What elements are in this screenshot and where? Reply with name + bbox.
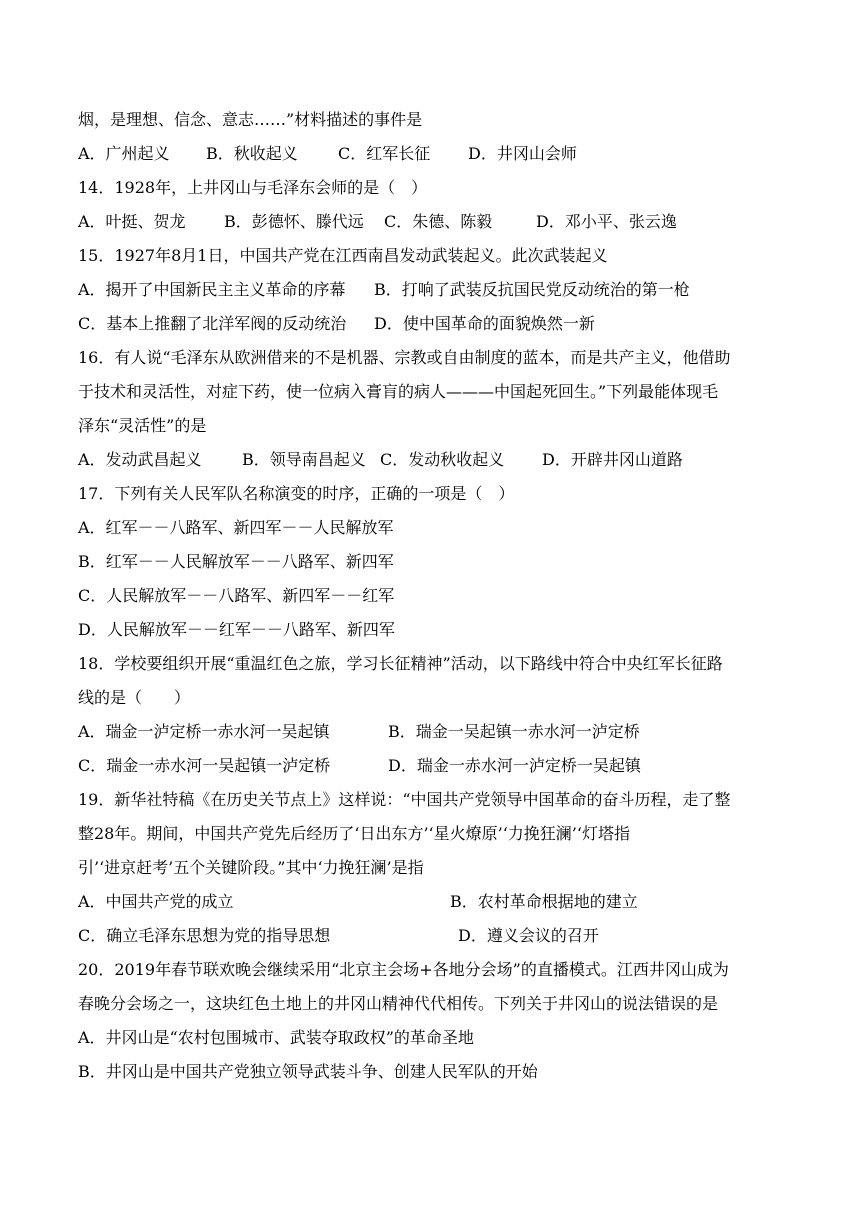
- option-d: D．使中国革命的面貌焕然一新: [374, 314, 595, 333]
- question-14: 14．1928年，上井冈山与毛泽东会师的是（ ）: [78, 178, 428, 197]
- question-20-line-1: 20．2019年春节联欢晚会继续采用“北京主会场+各地分会场”的直播模式。江西井冈山成为: [78, 960, 729, 979]
- option-c: C．红军长征: [338, 144, 431, 163]
- option-d: D．遵义会议的召开: [458, 926, 599, 945]
- option-b: B．瑞金一吴起镇一赤水河一泸定桥: [388, 722, 640, 741]
- option-c: C．确立毛泽东思想为党的指导思想: [78, 926, 331, 945]
- question-19-line-2: 整28年。期间，中国共产党先后经历了‘日出东方’‘星火燎原’‘力挽狂澜’‘灯塔指: [78, 824, 630, 843]
- option-c: C．发动秋收起义: [380, 450, 505, 469]
- question-17-option-c: C．人民解放军－－八路军、新四军－－红军: [78, 586, 395, 605]
- option-d: D．井冈山会师: [468, 144, 577, 163]
- question-16-line-1: 16．有人说“毛泽东从欧洲借来的不是机器、宗教或自由制度的蓝本，而是共产主义，他借助: [78, 348, 731, 367]
- question-13-continuation: 烟，是理想、信念、意志……”材料描述的事件是: [78, 110, 423, 129]
- question-15: 15．1927年8月1日，中国共产党在江西南昌发动武装起义。此次武装起义: [78, 246, 608, 265]
- option-a: A．叶挺、贺龙: [78, 212, 186, 231]
- option-c: C．瑞金一赤水河一吴起镇一泸定桥: [78, 756, 331, 775]
- option-d: D．邓小平、张云逸: [536, 212, 677, 231]
- option-b: B．彭德怀、滕代远: [224, 212, 364, 231]
- option-c: C．基本上推翻了北洋军阀的反动统治: [78, 314, 347, 333]
- option-b: B．农村革命根据地的建立: [450, 892, 638, 911]
- question-20-option-a: A．井冈山是“农村包围城市、武装夺取政权”的革命圣地: [78, 1028, 474, 1047]
- option-a: A．瑞金一泸定桥一赤水河一吴起镇: [78, 722, 330, 741]
- option-a: A．揭开了中国新民主主义革命的序幕: [78, 280, 346, 299]
- option-a: A．发动武昌起义: [78, 450, 202, 469]
- question-20-option-b: B．井冈山是中国共产党独立领导武装斗争、创建人民军队的开始: [78, 1062, 538, 1081]
- question-18-line-1: 18．学校要组织开展“重温红色之旅，学习长征精神”活动，以下路线中符合中央红军长征路: [78, 654, 723, 673]
- option-a: A．广州起义: [78, 144, 170, 163]
- question-16-line-2: 于技术和灵活性，对症下药，使一位病入膏肓的病人———中国起死回生。”下列最能体现毛: [78, 382, 719, 401]
- option-a: A．中国共产党的成立: [78, 892, 234, 911]
- option-b: B．领导南昌起义: [242, 450, 366, 469]
- question-17: 17．下列有关人民军队名称演变的时序，正确的一项是（ ）: [78, 484, 515, 503]
- option-b: B．打响了武装反抗国民党反动统治的第一枪: [374, 280, 690, 299]
- question-16-line-3: 泽东“灵活性”的是: [78, 416, 207, 435]
- question-18-line-2: 线的是（ ）: [78, 688, 191, 707]
- option-c: C．朱德、陈毅: [384, 212, 493, 231]
- question-19-line-3: 引’‘进京赶考’五个关键阶段。”其中‘力挽狂澜’是指: [78, 858, 424, 877]
- option-b: B．秋收起义: [206, 144, 298, 163]
- question-19-line-1: 19．新华社特稿《在历史关节点上》这样说：“中国共产党领导中国革命的奋斗历程，走了整: [78, 790, 731, 809]
- option-d: D．开辟井冈山道路: [542, 450, 683, 469]
- question-20-line-2: 春晚分会场之一，这块红色土地上的井冈山精神代代相传。下列关于井冈山的说法错误的是: [78, 994, 719, 1013]
- option-d: D．瑞金一赤水河一泸定桥一吴起镇: [388, 756, 641, 775]
- question-17-option-a: A．红军－－八路军、新四军－－人民解放军: [78, 518, 394, 537]
- question-17-option-b: B．红军－－人民解放军－－八路军、新四军: [78, 552, 394, 571]
- question-17-option-d: D．人民解放军－－红军－－八路军、新四军: [78, 620, 395, 639]
